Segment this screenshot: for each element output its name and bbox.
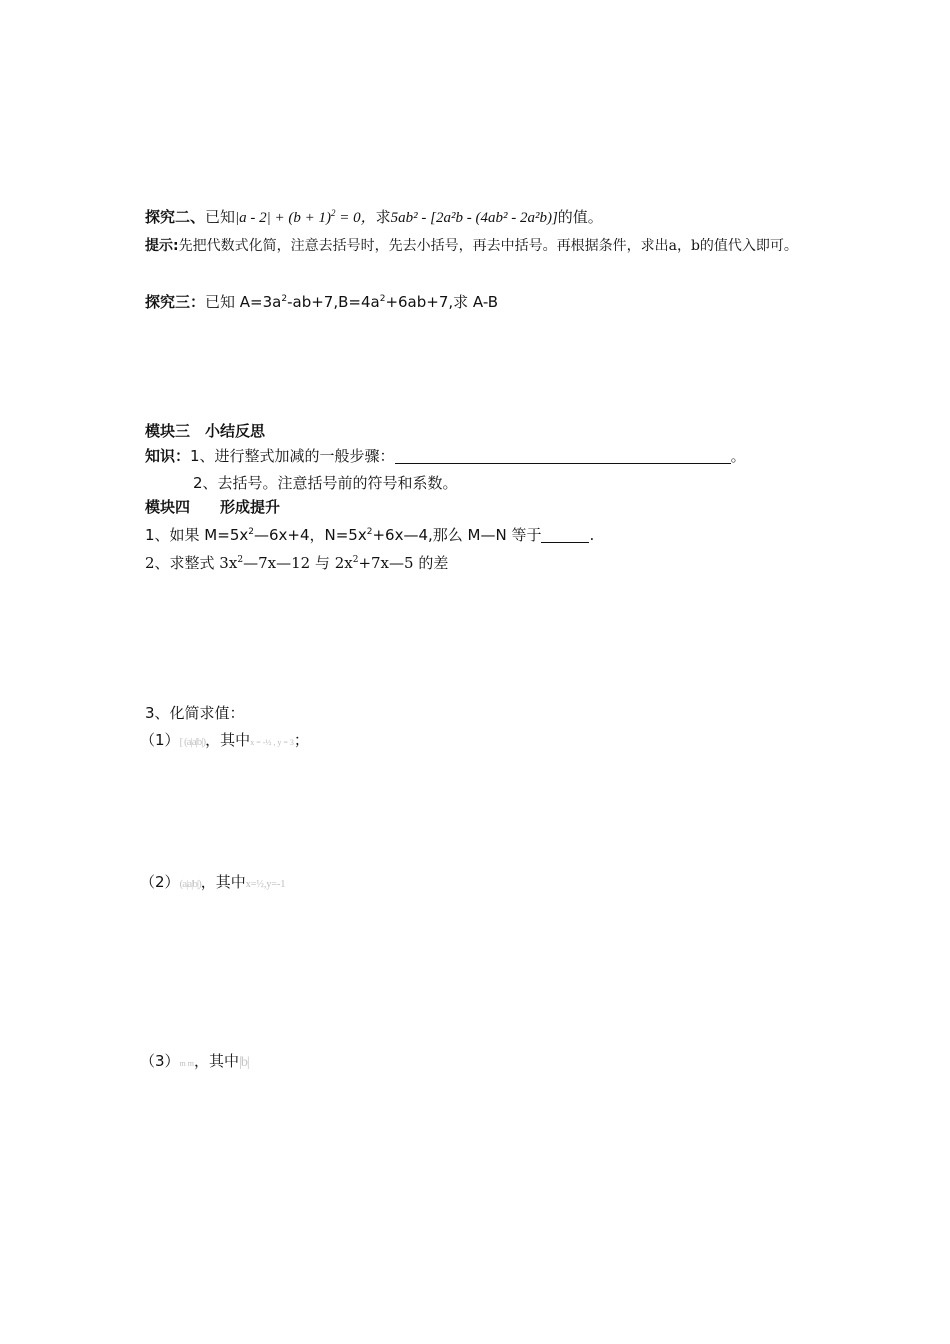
given-exponent: 2 — [331, 208, 336, 218]
q2-exp2: 2 — [352, 555, 359, 565]
q1-text-c: +6x—4,那么 M—N 等于 — [372, 526, 542, 544]
explore3-exp1: 2 — [281, 294, 288, 304]
sub1-end: ； — [293, 731, 309, 749]
explore2-line — [145, 202, 603, 229]
faint-expression-2: (a|a|b|) — [179, 878, 201, 890]
q2-text-b: —7x—12 与 2x — [243, 554, 353, 572]
faint-expression-1: [ (a|a|b|) — [179, 736, 206, 748]
sub3-label: （3） — [140, 1052, 180, 1070]
q1-exp1: 2 — [248, 527, 254, 537]
hint-paragraph — [145, 233, 810, 259]
question-2 — [145, 549, 448, 574]
knowledge-item-1-end: 。 — [730, 447, 746, 465]
faint-expression-3: m m — [179, 1059, 194, 1068]
sub3-mid: ，其中 — [194, 1052, 240, 1070]
sub2-label: （2） — [140, 873, 180, 891]
explore2-prefix: 已知 — [205, 208, 236, 226]
sub-question-3 — [140, 1050, 249, 1075]
explore2-ask: 求 — [375, 208, 391, 226]
q1-exp2: 2 — [366, 527, 373, 537]
sub1-mid: ，其中 — [205, 731, 251, 749]
target-expression: 5ab² - [2a²b - (4ab² - 2a²b)] — [390, 210, 558, 226]
explore2-suffix: 的值。 — [557, 208, 603, 226]
hint-label: 提示: — [145, 238, 179, 254]
knowledge-item-2: 2、去括号。注意括号前的符号和系数。 — [193, 474, 458, 492]
question-1 — [145, 521, 594, 546]
given-rhs: = 0， — [335, 210, 376, 226]
q1-end: . — [589, 526, 595, 544]
explore2-label: 探究二、 — [145, 208, 206, 226]
q2-exp1: 2 — [237, 555, 244, 565]
explore3-line — [145, 288, 498, 313]
explore3-text-c: +6ab+7,求 A-B — [385, 293, 499, 311]
explore3-text-a: 已知 A=3a — [205, 293, 282, 311]
module3-title: 模块三 小结反思 — [145, 422, 266, 440]
module4-title: 模块四 形成提升 — [145, 498, 281, 516]
knowledge-line-1 — [145, 445, 746, 467]
explore3-label: 探究三： — [145, 293, 206, 311]
q1-text-b: —6x+4，N=5x — [253, 526, 367, 544]
sub-question-1 — [140, 729, 309, 754]
answer-blank-steps[interactable] — [395, 447, 731, 464]
hint-text: 先把代数式化简，注意去括号时，先去小括号，再去中括号。再根据条件，求出a，b的值代入即可。 — [178, 238, 798, 254]
knowledge-item-1: 1、进行整式加减的一般步骤： — [190, 447, 395, 465]
answer-blank-q1[interactable] — [541, 526, 589, 543]
given-condition: |a - 2| + (b + 1) — [235, 210, 332, 226]
sub2-mid: ，其中 — [200, 873, 246, 891]
q2-text-a: 2、求整式 3x — [145, 554, 238, 572]
faint-condition-3: |b| — [239, 1055, 249, 1070]
knowledge-label: 知识： — [145, 447, 191, 465]
explore3-text-b: -ab+7,B=4a — [287, 293, 380, 311]
sub-question-2 — [140, 871, 285, 896]
faint-condition-2: x=½,y=-1 — [245, 879, 286, 890]
faint-condition-1: x = -½ , y = 3 — [250, 738, 294, 747]
q1-text-a: 1、如果 M=5x — [145, 526, 249, 544]
explore3-exp2: 2 — [379, 294, 386, 304]
sub1-label: （1） — [140, 731, 180, 749]
question-3: 3、化简求值： — [145, 704, 245, 722]
q2-text-c: +7x—5 的差 — [358, 554, 449, 572]
